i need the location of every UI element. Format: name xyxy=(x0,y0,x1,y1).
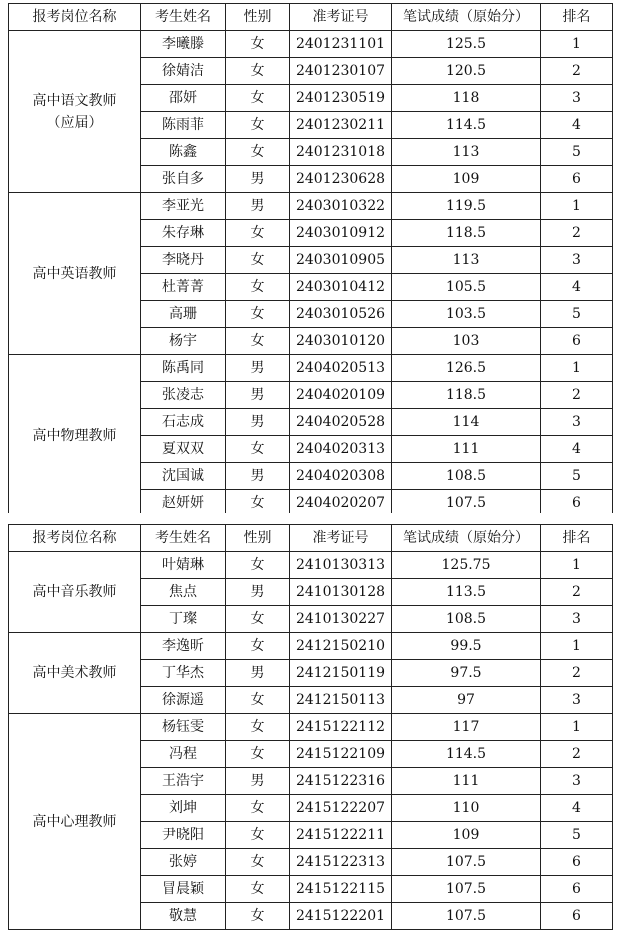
score-cell: 111 xyxy=(392,768,541,795)
score-cell: 118.5 xyxy=(392,220,541,247)
score-cell: 111 xyxy=(392,436,541,463)
score-table-2-body xyxy=(9,525,613,930)
candidate-name-cell: 冒晨颖 xyxy=(141,876,226,903)
exam-id-cell: 2415122207 xyxy=(290,795,392,822)
candidate-name-cell: 陈雨菲 xyxy=(141,112,226,139)
exam-id-cell: 2401230519 xyxy=(290,85,392,112)
column-header: 考生姓名 xyxy=(141,4,226,31)
candidate-name-cell: 张自多 xyxy=(141,166,226,193)
table-row xyxy=(9,633,613,660)
gender-cell: 女 xyxy=(226,85,290,112)
gender-cell: 女 xyxy=(226,436,290,463)
rank-cell: 2 xyxy=(541,660,613,687)
exam-id-cell: 2410130227 xyxy=(290,606,392,633)
gender-cell: 男 xyxy=(226,768,290,795)
table-row xyxy=(9,714,613,741)
score-cell: 108.5 xyxy=(392,606,541,633)
rank-cell: 5 xyxy=(541,463,613,490)
candidate-name-cell: 赵妍妍 xyxy=(141,490,226,517)
rank-cell: 1 xyxy=(541,714,613,741)
score-cell: 118.5 xyxy=(392,382,541,409)
candidate-name-cell: 丁璨 xyxy=(141,606,226,633)
candidate-name-cell: 朱存琳 xyxy=(141,220,226,247)
table-row xyxy=(9,355,613,382)
column-header: 准考证号 xyxy=(290,525,392,552)
candidate-name-cell: 沈国诚 xyxy=(141,463,226,490)
score-cell: 97.5 xyxy=(392,660,541,687)
rank-cell: 3 xyxy=(541,606,613,633)
rank-cell: 5 xyxy=(541,822,613,849)
exam-id-cell: 2415122211 xyxy=(290,822,392,849)
rank-cell: 3 xyxy=(541,85,613,112)
candidate-name-cell: 陈鑫 xyxy=(141,139,226,166)
rank-cell: 4 xyxy=(541,112,613,139)
candidate-name-cell: 高珊 xyxy=(141,301,226,328)
candidate-name-cell: 杨钰雯 xyxy=(141,714,226,741)
score-cell: 105.5 xyxy=(392,274,541,301)
score-cell: 114 xyxy=(392,409,541,436)
exam-id-cell: 2401230211 xyxy=(290,112,392,139)
score-cell: 97 xyxy=(392,687,541,714)
gender-cell: 男 xyxy=(226,382,290,409)
header-row xyxy=(9,525,613,552)
score-cell: 114.5 xyxy=(392,741,541,768)
gender-cell: 女 xyxy=(226,876,290,903)
exam-id-cell: 2404020308 xyxy=(290,463,392,490)
exam-id-cell: 2410130313 xyxy=(290,552,392,579)
candidate-name-cell: 敬慧 xyxy=(141,903,226,930)
score-cell: 117 xyxy=(392,714,541,741)
table-row xyxy=(9,193,613,220)
exam-id-cell: 2403010905 xyxy=(290,247,392,274)
candidate-name-cell: 张婷 xyxy=(141,849,226,876)
score-cell: 125.5 xyxy=(392,31,541,58)
column-header: 笔试成绩（原始分） xyxy=(392,525,541,552)
exam-id-cell: 2403010912 xyxy=(290,220,392,247)
score-table-2 xyxy=(8,524,613,930)
exam-id-cell: 2401231101 xyxy=(290,31,392,58)
rank-cell: 1 xyxy=(541,31,613,58)
gender-cell: 男 xyxy=(226,355,290,382)
gender-cell: 男 xyxy=(226,193,290,220)
gender-cell: 男 xyxy=(226,463,290,490)
gender-cell: 女 xyxy=(226,112,290,139)
gender-cell: 女 xyxy=(226,849,290,876)
rank-cell: 6 xyxy=(541,849,613,876)
score-cell: 113 xyxy=(392,247,541,274)
exam-id-cell: 2403010412 xyxy=(290,274,392,301)
column-header: 报考岗位名称 xyxy=(9,525,141,552)
score-table-1 xyxy=(8,3,613,517)
rank-cell: 2 xyxy=(541,579,613,606)
candidate-name-cell: 王浩宇 xyxy=(141,768,226,795)
rank-cell: 6 xyxy=(541,328,613,355)
column-header: 准考证号 xyxy=(290,4,392,31)
score-cell: 126.5 xyxy=(392,355,541,382)
candidate-name-cell: 张凌志 xyxy=(141,382,226,409)
rank-cell: 1 xyxy=(541,552,613,579)
candidate-name-cell: 李曦滕 xyxy=(141,31,226,58)
gender-cell: 女 xyxy=(226,328,290,355)
score-table-1-body xyxy=(9,4,613,517)
exam-id-cell: 2401230107 xyxy=(290,58,392,85)
score-cell: 107.5 xyxy=(392,490,541,517)
score-cell: 113 xyxy=(392,139,541,166)
gender-cell: 女 xyxy=(226,687,290,714)
exam-id-cell: 2404020109 xyxy=(290,382,392,409)
rank-cell: 6 xyxy=(541,490,613,517)
exam-id-cell: 2404020207 xyxy=(290,490,392,517)
exam-id-cell: 2415122115 xyxy=(290,876,392,903)
candidate-name-cell: 尹晓阳 xyxy=(141,822,226,849)
rank-cell: 4 xyxy=(541,436,613,463)
rank-cell: 1 xyxy=(541,193,613,220)
score-cell: 120.5 xyxy=(392,58,541,85)
exam-id-cell: 2415122313 xyxy=(290,849,392,876)
position-name-cell: 高中语文教师 （应届） xyxy=(9,31,141,193)
gender-cell: 女 xyxy=(226,714,290,741)
gender-cell: 女 xyxy=(226,741,290,768)
score-cell: 107.5 xyxy=(392,876,541,903)
rank-cell: 2 xyxy=(541,220,613,247)
candidate-name-cell: 徐源遥 xyxy=(141,687,226,714)
candidate-name-cell: 陈禹同 xyxy=(141,355,226,382)
exam-id-cell: 2412150119 xyxy=(290,660,392,687)
position-name-cell: 高中音乐教师 xyxy=(9,552,141,633)
gender-cell: 男 xyxy=(226,660,290,687)
candidate-name-cell: 石志成 xyxy=(141,409,226,436)
candidate-name-cell: 杨宇 xyxy=(141,328,226,355)
score-cell: 103.5 xyxy=(392,301,541,328)
exam-id-cell: 2404020528 xyxy=(290,409,392,436)
rank-cell: 2 xyxy=(541,741,613,768)
position-name-cell: 高中心理教师 xyxy=(9,714,141,930)
gender-cell: 女 xyxy=(226,301,290,328)
candidate-name-cell: 徐婧洁 xyxy=(141,58,226,85)
exam-id-cell: 2415122109 xyxy=(290,741,392,768)
candidate-name-cell: 丁华杰 xyxy=(141,660,226,687)
position-name-cell: 高中英语教师 xyxy=(9,193,141,355)
rank-cell: 6 xyxy=(541,876,613,903)
score-cell: 114.5 xyxy=(392,112,541,139)
gender-cell: 女 xyxy=(226,274,290,301)
candidate-name-cell: 邵妍 xyxy=(141,85,226,112)
rank-cell: 2 xyxy=(541,58,613,85)
score-cell: 107.5 xyxy=(392,903,541,930)
column-header: 性别 xyxy=(226,4,290,31)
exam-id-cell: 2403010120 xyxy=(290,328,392,355)
gender-cell: 女 xyxy=(226,606,290,633)
candidate-name-cell: 夏双双 xyxy=(141,436,226,463)
score-cell: 99.5 xyxy=(392,633,541,660)
exam-id-cell: 2404020513 xyxy=(290,355,392,382)
table-row xyxy=(9,31,613,58)
column-header: 排名 xyxy=(541,4,613,31)
gender-cell: 女 xyxy=(226,31,290,58)
exam-id-cell: 2401230628 xyxy=(290,166,392,193)
candidate-name-cell: 叶婧琳 xyxy=(141,552,226,579)
gender-cell: 女 xyxy=(226,490,290,517)
candidate-name-cell: 李逸昕 xyxy=(141,633,226,660)
rank-cell: 2 xyxy=(541,382,613,409)
gender-cell: 男 xyxy=(226,409,290,436)
rank-cell: 1 xyxy=(541,355,613,382)
score-cell: 108.5 xyxy=(392,463,541,490)
exam-id-cell: 2415122316 xyxy=(290,768,392,795)
gender-cell: 女 xyxy=(226,795,290,822)
table-row xyxy=(9,552,613,579)
column-header: 笔试成绩（原始分） xyxy=(392,4,541,31)
gender-cell: 女 xyxy=(226,247,290,274)
rank-cell: 5 xyxy=(541,139,613,166)
position-name-cell: 高中物理教师 xyxy=(9,355,141,517)
score-cell: 118 xyxy=(392,85,541,112)
rank-cell: 6 xyxy=(541,166,613,193)
rank-cell: 3 xyxy=(541,247,613,274)
gender-cell: 女 xyxy=(226,220,290,247)
score-cell: 109 xyxy=(392,166,541,193)
column-header: 排名 xyxy=(541,525,613,552)
exam-id-cell: 2410130128 xyxy=(290,579,392,606)
header-row xyxy=(9,4,613,31)
score-cell: 110 xyxy=(392,795,541,822)
score-cell: 113.5 xyxy=(392,579,541,606)
gender-cell: 女 xyxy=(226,58,290,85)
candidate-name-cell: 刘坤 xyxy=(141,795,226,822)
score-cell: 103 xyxy=(392,328,541,355)
candidate-name-cell: 杜菁菁 xyxy=(141,274,226,301)
table-gap xyxy=(0,513,619,523)
score-cell: 109 xyxy=(392,822,541,849)
candidate-name-cell: 焦点 xyxy=(141,579,226,606)
candidate-name-cell: 冯程 xyxy=(141,741,226,768)
column-header: 报考岗位名称 xyxy=(9,4,141,31)
exam-id-cell: 2404020313 xyxy=(290,436,392,463)
column-header: 考生姓名 xyxy=(141,525,226,552)
score-cell: 119.5 xyxy=(392,193,541,220)
rank-cell: 6 xyxy=(541,903,613,930)
rank-cell: 3 xyxy=(541,409,613,436)
gender-cell: 女 xyxy=(226,903,290,930)
exam-id-cell: 2412150210 xyxy=(290,633,392,660)
gender-cell: 女 xyxy=(226,822,290,849)
rank-cell: 5 xyxy=(541,301,613,328)
rank-cell: 3 xyxy=(541,687,613,714)
candidate-name-cell: 李晓丹 xyxy=(141,247,226,274)
gender-cell: 男 xyxy=(226,579,290,606)
exam-id-cell: 2412150113 xyxy=(290,687,392,714)
rank-cell: 1 xyxy=(541,633,613,660)
position-name-cell: 高中美术教师 xyxy=(9,633,141,714)
exam-id-cell: 2403010526 xyxy=(290,301,392,328)
rank-cell: 4 xyxy=(541,795,613,822)
gender-cell: 男 xyxy=(226,166,290,193)
gender-cell: 女 xyxy=(226,139,290,166)
candidate-name-cell: 李亚光 xyxy=(141,193,226,220)
exam-id-cell: 2401231018 xyxy=(290,139,392,166)
rank-cell: 4 xyxy=(541,274,613,301)
gender-cell: 女 xyxy=(226,633,290,660)
score-cell: 107.5 xyxy=(392,849,541,876)
exam-id-cell: 2415122201 xyxy=(290,903,392,930)
exam-id-cell: 2415122112 xyxy=(290,714,392,741)
rank-cell: 3 xyxy=(541,768,613,795)
exam-id-cell: 2403010322 xyxy=(290,193,392,220)
column-header: 性别 xyxy=(226,525,290,552)
score-cell: 125.75 xyxy=(392,552,541,579)
gender-cell: 女 xyxy=(226,552,290,579)
